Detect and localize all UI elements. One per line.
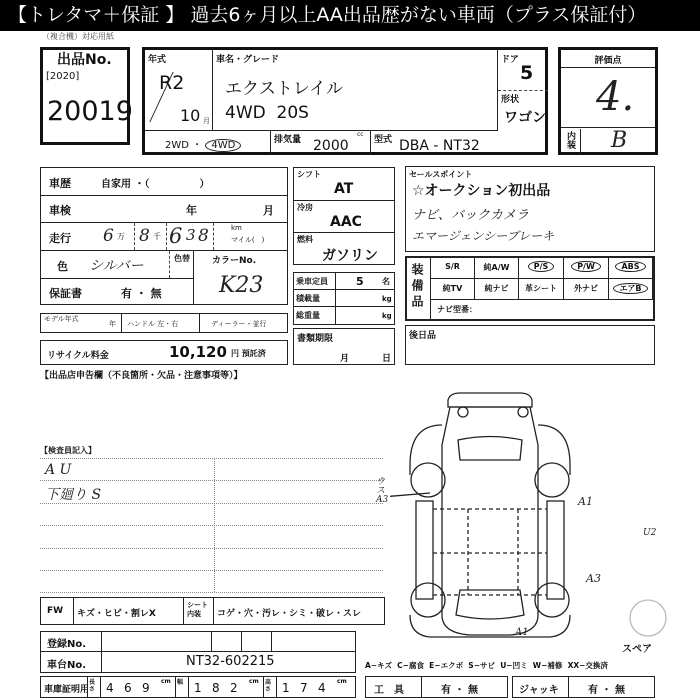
- damage-mark-door: ウスA3: [376, 477, 389, 505]
- mileage-label: 走行: [49, 232, 71, 245]
- length-digit: 4: [106, 681, 114, 695]
- equipment-item-label: 外ナビ: [574, 284, 598, 293]
- shift-box: [293, 167, 395, 265]
- mileage-row: [41, 223, 287, 251]
- divider: [561, 127, 655, 128]
- sales-label: セールスポイント: [409, 170, 473, 179]
- width-digit: 2: [230, 681, 238, 695]
- model-label: 型式: [374, 135, 393, 145]
- year-cell: [145, 50, 213, 131]
- mileage-10k: 6: [103, 226, 114, 246]
- capacity-label: 乗車定員: [296, 273, 336, 289]
- tools-value: 有 ・ 無: [441, 685, 478, 696]
- car-damage-diagram: [390, 385, 700, 655]
- lot-stamp: [2020]: [46, 71, 80, 82]
- color-change: 色替: [169, 251, 194, 278]
- history-row: [41, 168, 287, 196]
- fuel-value: ガソリン: [322, 248, 378, 264]
- color-row: [41, 251, 194, 279]
- equipment-item-circled: P/W: [571, 261, 601, 272]
- drive-cell: [145, 131, 271, 155]
- length-unit: cm: [161, 678, 171, 685]
- lot-number: 20019: [47, 96, 133, 127]
- recycle-unit: 円 預託済: [231, 349, 266, 358]
- docs-label: 書類期限: [297, 334, 334, 344]
- mileage-10: 3: [186, 226, 196, 244]
- chassis-number: NT32-602215: [186, 654, 275, 669]
- later-items-box: [405, 325, 655, 365]
- damage-mark-side: A1: [578, 495, 593, 508]
- year-label: 年式: [148, 55, 167, 65]
- damage-mark-rear: A3: [586, 572, 601, 585]
- drive-4wd-circled: 4WD: [205, 139, 241, 152]
- name-cell: [213, 50, 498, 131]
- drive-2wd: 2WD: [165, 140, 189, 151]
- sales-line-3: エマージェンシーブレーキ: [412, 229, 555, 243]
- equipment-label: 装備品: [407, 258, 431, 319]
- capacity-value: 5: [356, 275, 364, 288]
- ac-value: AAC: [330, 214, 362, 230]
- displacement-cell: [271, 131, 371, 155]
- tools-label: 工 具: [374, 685, 404, 696]
- mileage-1: 8: [198, 226, 209, 246]
- equipment-item-label: S/R: [445, 262, 460, 271]
- height-digit: 1: [282, 681, 290, 695]
- capacity-unit: 名: [382, 277, 390, 286]
- dealer-value: ディーラー・並行: [211, 320, 267, 328]
- car-info-box: [142, 47, 548, 155]
- km-unit: km: [231, 224, 242, 232]
- color-no-cell: [194, 251, 287, 304]
- width-digit: 8: [212, 681, 220, 695]
- seller-notes-label: 【出品店申告欄（不良箇所・欠品・注意事項等）】: [40, 371, 243, 381]
- form-subtitle: （複合機）対応用紙: [42, 32, 114, 41]
- inspector-note-1: A U: [45, 462, 72, 478]
- equipment-box: [405, 256, 655, 321]
- color-no-value: K23: [219, 273, 264, 298]
- garage-label: 車庫証明用: [44, 685, 90, 695]
- door-cell: [498, 50, 548, 91]
- gross-label: 総重量: [296, 307, 336, 324]
- equipment-grid: [431, 258, 653, 301]
- shape-value: ワゴン: [504, 110, 546, 126]
- model-cell: [371, 131, 548, 155]
- width-label: 幅: [175, 677, 189, 697]
- load-label: 積載量: [296, 290, 336, 306]
- displacement-label: 排気量: [274, 135, 302, 145]
- equipment-item: [519, 279, 564, 300]
- equipment-item: [475, 258, 519, 279]
- damage-mark-rocker: U2: [643, 528, 657, 538]
- equipment-item: [564, 279, 609, 300]
- tools-box: [365, 676, 508, 698]
- docs-day: 日: [382, 354, 392, 364]
- height-digit: 7: [300, 681, 308, 695]
- car-name: エクストレイル: [225, 79, 343, 99]
- sales-line-1: ☆オークション初出品: [412, 183, 551, 199]
- inspector-note-2: 下廻り S: [45, 487, 102, 503]
- year-value: R2: [159, 72, 185, 94]
- length-label: 長さ: [87, 677, 101, 697]
- width-unit: cm: [249, 678, 259, 685]
- equipment-item: [564, 258, 609, 279]
- inspection-month: 月: [263, 204, 274, 217]
- height-digit: 4: [318, 681, 326, 695]
- sales-point-box: [405, 166, 655, 252]
- jack-label: ジャッキ: [519, 685, 559, 696]
- fw-row: [40, 597, 385, 625]
- fw-items: キズ・ヒビ・割レX: [77, 609, 156, 619]
- warranty-value: 有 ・ 無: [121, 287, 162, 300]
- model-year-unit: 年: [109, 320, 116, 328]
- score-box: [558, 47, 658, 155]
- jack-value: 有 ・ 無: [588, 685, 625, 696]
- recycle-label: リサイクル料金: [47, 351, 109, 361]
- door-label: ドア: [501, 55, 519, 65]
- equipment-item: [431, 258, 475, 279]
- shift-value: AT: [334, 181, 354, 197]
- docs-box: [293, 328, 395, 365]
- capacity-box: [293, 272, 395, 325]
- equipment-item-label: 純ナビ: [484, 284, 509, 293]
- model-year-label: モデル年式: [44, 315, 79, 323]
- recycle-amount: 10,120: [169, 343, 227, 361]
- model-row: [40, 313, 288, 333]
- score-label: 評価点: [561, 50, 655, 68]
- length-digit: 9: [142, 681, 150, 695]
- equipment-item-label: 純A/W: [483, 263, 510, 272]
- displacement-value: 2000: [313, 138, 349, 154]
- unit-1k: 千: [153, 232, 161, 241]
- ac-label: 冷房: [297, 203, 313, 212]
- navi-model-label: ナビ型番：: [437, 305, 477, 314]
- color-no-label: カラーNo.: [212, 256, 257, 266]
- damage-legend: A−キズ C−腐食 E−エクボ S−サビ U−凹ミ W−補修 XX−交換済: [365, 661, 608, 670]
- handle-value: ハンドル 左・右: [127, 320, 179, 328]
- equipment-item: [431, 279, 475, 300]
- warranty-label: 保証書: [49, 287, 82, 300]
- recycle-row: [40, 340, 288, 365]
- height-unit: cm: [337, 678, 347, 685]
- length-digit: 6: [124, 681, 132, 695]
- color-value: シルバー: [89, 258, 144, 274]
- inspection-label: 車検: [49, 204, 71, 217]
- equipment-item-circled: ABS: [615, 261, 645, 272]
- reg-label: 登録No.: [47, 639, 87, 650]
- registration-box: [40, 631, 356, 673]
- sales-line-2: ナビ、バックカメラ: [412, 208, 529, 223]
- shape-cell: [498, 91, 548, 131]
- lot-number-box: [40, 47, 133, 145]
- door-value: 5: [520, 62, 534, 84]
- equipment-item-circled: エアB: [613, 283, 647, 294]
- fuel-label: 燃料: [297, 235, 313, 244]
- history-value: 自家用 ・（ ）: [101, 179, 210, 190]
- equipment-item: [475, 279, 519, 300]
- spare-label: スペア: [622, 644, 652, 655]
- later-items-label: 後日品: [409, 331, 437, 341]
- width-digit: 1: [194, 681, 202, 695]
- drive-sep: ・: [192, 140, 203, 151]
- model-value: DBA - NT32: [399, 138, 480, 154]
- title-banner: 【トレタマ＋保証 】 過去6ヶ月以上AA出品歴がない車両（プラス保証付）: [0, 0, 700, 31]
- shape-label: 形状: [501, 95, 520, 105]
- lot-label: 出品No.: [57, 52, 112, 68]
- chassis-label: 車台No.: [47, 660, 87, 671]
- score-overall: 4.: [596, 74, 635, 120]
- mileage-1k: 8: [139, 226, 150, 246]
- unit-10k: 万: [117, 232, 125, 241]
- equipment-item-label: 革シート: [525, 284, 557, 293]
- equipment-item-circled: P/S: [528, 261, 555, 272]
- gross-unit: kg: [382, 312, 392, 320]
- equipment-item: [519, 258, 564, 279]
- load-unit: kg: [382, 295, 392, 303]
- inspector-label: 【検査員記入】: [40, 446, 96, 455]
- damage-mark-bumper: A1: [515, 627, 529, 638]
- seat-items: コゲ・穴・汚レ・シミ・破レ・スレ: [217, 609, 362, 619]
- inspection-year: 年: [186, 204, 197, 217]
- shift-label: シフト: [297, 170, 321, 179]
- seat-label: シート内装: [187, 601, 208, 618]
- month-value: 10: [180, 106, 201, 125]
- color-label: 色: [57, 260, 68, 273]
- equipment-item-label: 純TV: [442, 284, 463, 293]
- equipment-item: [609, 279, 653, 300]
- mileage-100: 6: [169, 224, 183, 248]
- history-label: 車歴: [49, 177, 71, 190]
- equipment-item: [609, 258, 653, 279]
- height-label: 高さ: [263, 677, 277, 697]
- mile-unit: マイル( ): [231, 236, 265, 244]
- month-unit: 月: [203, 117, 210, 125]
- history-box: [40, 167, 288, 305]
- jack-box: [512, 676, 655, 698]
- fw-label: FW: [47, 606, 64, 616]
- interior-label: 内装: [561, 129, 581, 154]
- warranty-row: [41, 279, 194, 304]
- car-grade: 4WD 20S: [225, 103, 309, 123]
- name-label: 車名・グレード: [216, 55, 280, 65]
- garage-row: [40, 676, 356, 698]
- docs-month: 月: [340, 354, 350, 364]
- displacement-unit: cc: [357, 131, 364, 138]
- interior-score: B: [611, 128, 628, 153]
- inspection-row: [41, 196, 287, 223]
